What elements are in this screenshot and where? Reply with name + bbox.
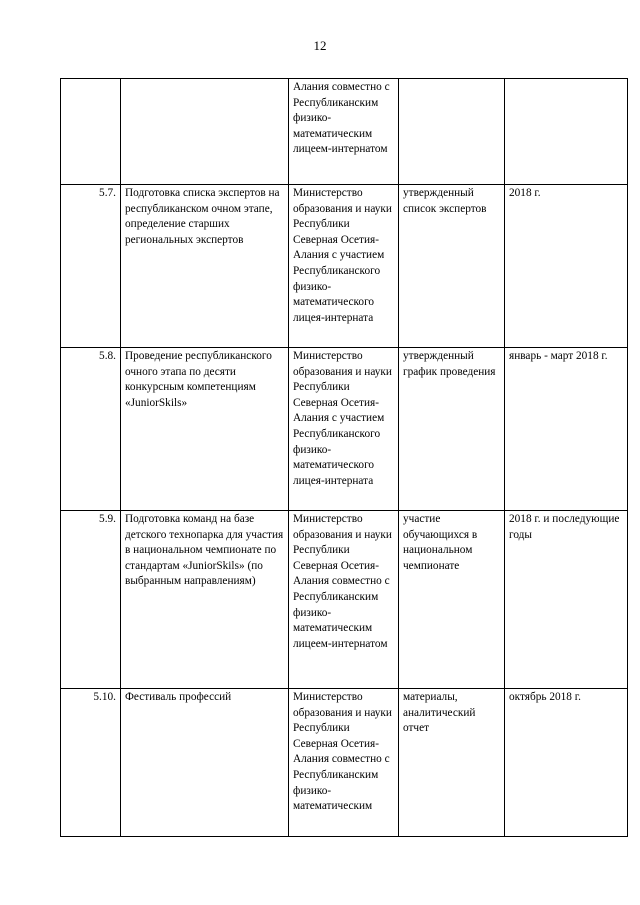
row-number: 5.7.: [61, 185, 121, 348]
executor-cell: Министерство образования и науки Республики Северная Осетия-Алания совместно с Республиканским физико-математическим лицеем-интернатом: [289, 511, 399, 689]
date-cell: [505, 79, 628, 185]
table-row: [61, 348, 628, 511]
row-number: 5.8.: [61, 348, 121, 511]
event-cell: [121, 79, 289, 185]
result-cell: участие обучающихся в национальном чемпионате: [399, 511, 505, 689]
event-cell: Подготовка команд на базе детского технопарка для участия в национальном чемпионате по стандартам «JuniorSkils» (по выбранным направлениям): [121, 511, 289, 689]
date-cell: январь - март 2018 г.: [505, 348, 628, 511]
executor-cell: Министерство образования и науки Республики Северная Осетия-Алания с участием Республиканского физико-математического лицея-интерната: [289, 348, 399, 511]
result-cell: [399, 79, 505, 185]
executor-cell: Министерство образования и науки Республики Северная Осетия-Алания совместно с Республиканским физико-математическим: [289, 689, 399, 837]
result-cell: материалы, аналитический отчет: [399, 689, 505, 837]
event-cell: Фестиваль профессий: [121, 689, 289, 837]
table-row: [61, 79, 628, 185]
table-row: [61, 185, 628, 348]
event-cell: Подготовка списка экспертов на республиканском очном этапе, определение старших региональных экспертов: [121, 185, 289, 348]
executor-cell: Алания совместно с Республиканским физико-математическим лицеем-интернатом: [289, 79, 399, 185]
result-cell: утвержденный список экспертов: [399, 185, 505, 348]
date-cell: октябрь 2018 г.: [505, 689, 628, 837]
result-cell: утвержденный график проведения: [399, 348, 505, 511]
row-number: 5.9.: [61, 511, 121, 689]
date-cell: 2018 г.: [505, 185, 628, 348]
executor-cell: Министерство образования и науки Республики Северная Осетия-Алания с участием Республиканского физико-математического лицея-интерната: [289, 185, 399, 348]
date-cell: 2018 г. и последующие годы: [505, 511, 628, 689]
event-cell: Проведение республиканского очного этапа по десяти конкурсным компетенциям «JuniorSkils»: [121, 348, 289, 511]
table-row: [61, 689, 628, 837]
action-plan-table: [60, 78, 628, 837]
row-number: 5.10.: [61, 689, 121, 837]
page-number: 12: [313, 38, 327, 53]
table-row: [61, 511, 628, 689]
row-number: [61, 79, 121, 185]
